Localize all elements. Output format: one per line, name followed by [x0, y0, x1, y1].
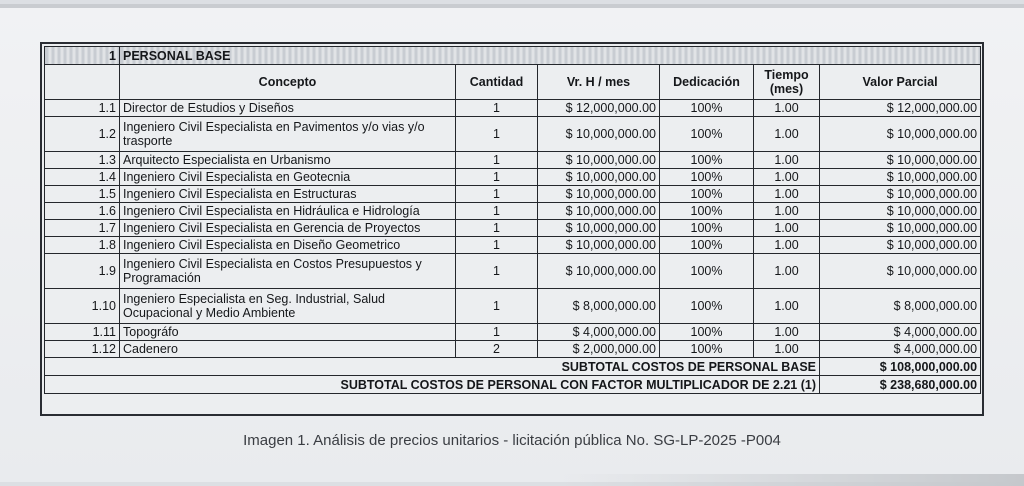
dedication-cell: 100% [660, 152, 754, 169]
section-number: 1 [45, 47, 120, 65]
time-cell: 1.00 [754, 117, 820, 152]
quantity-cell: 1 [456, 152, 538, 169]
row-number: 1.12 [45, 341, 120, 358]
rate-cell: $ 10,000,000.00 [538, 169, 660, 186]
section-header-row [45, 47, 981, 65]
qty-header: Cantidad [456, 65, 538, 100]
rate-header: Vr. H / mes [538, 65, 660, 100]
row-number: 1.11 [45, 324, 120, 341]
rate-cell: $ 10,000,000.00 [538, 152, 660, 169]
table-row [45, 289, 981, 324]
column-header-row [45, 65, 981, 100]
rate-cell: $ 10,000,000.00 [538, 237, 660, 254]
concept-cell: Ingeniero Civil Especialista en Pavimentos y/o vias y/o trasporte [120, 117, 456, 152]
num-header [45, 65, 120, 100]
row-number: 1.6 [45, 203, 120, 220]
section-title: PERSONAL BASE [120, 47, 981, 65]
row-number: 1.9 [45, 254, 120, 289]
dedication-cell: 100% [660, 289, 754, 324]
dedication-cell: 100% [660, 100, 754, 117]
time-cell: 1.00 [754, 324, 820, 341]
value-cell: $ 8,000,000.00 [820, 289, 981, 324]
figure-caption: Imagen 1. Análisis de precios unitarios - licitación pública No. SG-LP-2025 -P004 [243, 432, 781, 449]
table-row [45, 324, 981, 341]
subtotal-label: SUBTOTAL COSTOS DE PERSONAL BASE [45, 358, 820, 376]
dedication-cell: 100% [660, 186, 754, 203]
table-row [45, 186, 981, 203]
time-cell: 1.00 [754, 254, 820, 289]
time-cell: 1.00 [754, 169, 820, 186]
value-cell: $ 4,000,000.00 [820, 341, 981, 358]
document-page [0, 4, 1024, 482]
table-row [45, 169, 981, 186]
row-number: 1.3 [45, 152, 120, 169]
table-row [45, 152, 981, 169]
time-cell: 1.00 [754, 341, 820, 358]
time-cell: 1.00 [754, 220, 820, 237]
concept-cell: Ingeniero Civil Especialista en Gerencia de Proyectos [120, 220, 456, 237]
dedication-cell: 100% [660, 341, 754, 358]
quantity-cell: 1 [456, 169, 538, 186]
table-row [45, 237, 981, 254]
quantity-cell: 1 [456, 254, 538, 289]
concept-cell: Director de Estudios y Diseños [120, 100, 456, 117]
cost-table [44, 46, 981, 394]
dedication-cell: 100% [660, 324, 754, 341]
value-cell: $ 10,000,000.00 [820, 169, 981, 186]
rate-cell: $ 2,000,000.00 [538, 341, 660, 358]
value-header: Valor Parcial [820, 65, 981, 100]
concept-cell: Ingeniero Civil Especialista en Costos Presupuestos y Programación [120, 254, 456, 289]
row-number: 1.7 [45, 220, 120, 237]
rate-cell: $ 4,000,000.00 [538, 324, 660, 341]
subtotal-factor-value: $ 238,680,000.00 [820, 376, 981, 394]
value-cell: $ 10,000,000.00 [820, 220, 981, 237]
quantity-cell: 2 [456, 341, 538, 358]
quantity-cell: 1 [456, 100, 538, 117]
concept-cell: Arquitecto Especialista en Urbanismo [120, 152, 456, 169]
page-shadow [560, 474, 1024, 486]
subtotal-value: $ 108,000,000.00 [820, 358, 981, 376]
row-number: 1.4 [45, 169, 120, 186]
concept-cell: Ingeniero Especialista en Seg. Industrial, Salud Ocupacional y Medio Ambiente [120, 289, 456, 324]
rate-cell: $ 10,000,000.00 [538, 254, 660, 289]
time-cell: 1.00 [754, 186, 820, 203]
quantity-cell: 1 [456, 186, 538, 203]
quantity-cell: 1 [456, 220, 538, 237]
dedication-cell: 100% [660, 237, 754, 254]
concept-cell: Topográfo [120, 324, 456, 341]
row-number: 1.2 [45, 117, 120, 152]
value-cell: $ 10,000,000.00 [820, 203, 981, 220]
row-number: 1.8 [45, 237, 120, 254]
subtotal-factor-label: SUBTOTAL COSTOS DE PERSONAL CON FACTOR MULTIPLICADOR DE 2.21 (1) [45, 376, 820, 394]
quantity-cell: 1 [456, 289, 538, 324]
quantity-cell: 1 [456, 203, 538, 220]
concept-cell: Ingeniero Civil Especialista en Estructuras [120, 186, 456, 203]
table-row [45, 254, 981, 289]
rate-cell: $ 10,000,000.00 [538, 203, 660, 220]
value-cell: $ 4,000,000.00 [820, 324, 981, 341]
rate-cell: $ 10,000,000.00 [538, 186, 660, 203]
dedication-cell: 100% [660, 169, 754, 186]
row-number: 1.5 [45, 186, 120, 203]
dedication-cell: 100% [660, 117, 754, 152]
value-cell: $ 12,000,000.00 [820, 100, 981, 117]
rate-cell: $ 10,000,000.00 [538, 117, 660, 152]
quantity-cell: 1 [456, 324, 538, 341]
concept-cell: Ingeniero Civil Especialista en Geotecnia [120, 169, 456, 186]
table-row [45, 203, 981, 220]
dedication-cell: 100% [660, 220, 754, 237]
concept-cell: Cadenero [120, 341, 456, 358]
table-row [45, 100, 981, 117]
time-cell: 1.00 [754, 289, 820, 324]
quantity-cell: 1 [456, 237, 538, 254]
table-row [45, 220, 981, 237]
rate-cell: $ 8,000,000.00 [538, 289, 660, 324]
time-cell: 1.00 [754, 100, 820, 117]
top-edge [0, 4, 1024, 8]
concept-header: Concepto [120, 65, 456, 100]
concept-cell: Ingeniero Civil Especialista en Hidráulica e Hidrología [120, 203, 456, 220]
subtotal-factor-row [45, 376, 981, 394]
table-row [45, 117, 981, 152]
row-number: 1.1 [45, 100, 120, 117]
value-cell: $ 10,000,000.00 [820, 152, 981, 169]
time-cell: 1.00 [754, 237, 820, 254]
table-row [45, 341, 981, 358]
value-cell: $ 10,000,000.00 [820, 254, 981, 289]
dedication-cell: 100% [660, 203, 754, 220]
rate-cell: $ 10,000,000.00 [538, 220, 660, 237]
dedication-cell: 100% [660, 254, 754, 289]
time-header: Tiempo (mes) [754, 65, 820, 100]
row-number: 1.10 [45, 289, 120, 324]
rate-cell: $ 12,000,000.00 [538, 100, 660, 117]
time-cell: 1.00 [754, 152, 820, 169]
value-cell: $ 10,000,000.00 [820, 237, 981, 254]
time-cell: 1.00 [754, 203, 820, 220]
value-cell: $ 10,000,000.00 [820, 117, 981, 152]
concept-cell: Ingeniero Civil Especialista en Diseño Geometrico [120, 237, 456, 254]
value-cell: $ 10,000,000.00 [820, 186, 981, 203]
dedication-header: Dedicación [660, 65, 754, 100]
quantity-cell: 1 [456, 117, 538, 152]
subtotal-row [45, 358, 981, 376]
